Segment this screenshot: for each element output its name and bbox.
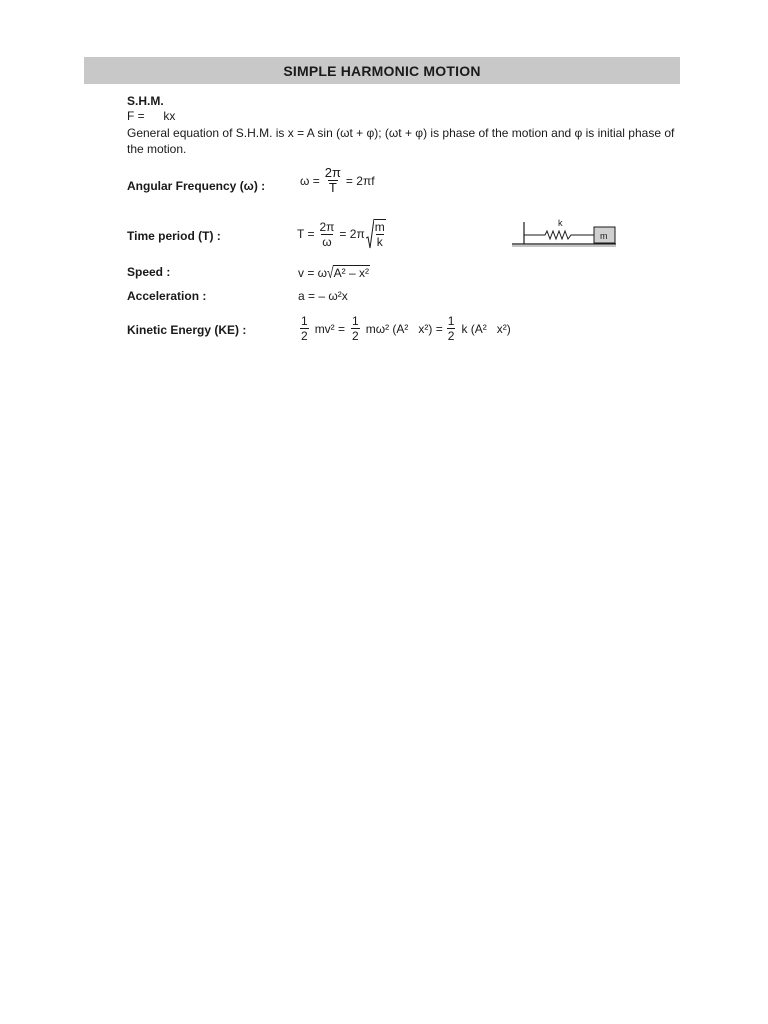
angular-frequency-fraction xyxy=(324,166,342,195)
ke-term-2: mω² (A² x²) = xyxy=(365,321,443,336)
spring-label: k xyxy=(558,218,563,228)
header-bar xyxy=(84,57,680,84)
shm-heading: S.H.M. xyxy=(127,94,164,108)
fraction-numerator: 1 xyxy=(447,314,455,328)
speed-equation xyxy=(298,265,370,280)
force-equation xyxy=(127,109,175,124)
ke-fraction-1 xyxy=(300,314,309,343)
force-lhs: F = xyxy=(127,109,145,123)
ke-fraction-2 xyxy=(351,314,360,343)
ke-term-3: k (A² x²) xyxy=(461,321,511,336)
fraction-denominator: 2 xyxy=(447,329,455,343)
time-period-equation xyxy=(297,218,386,250)
fraction-numerator: 2π xyxy=(324,165,341,180)
fraction-denominator: T xyxy=(328,180,337,195)
speed-radicand: A² – x² xyxy=(333,266,369,280)
ke-term-1: mv² = xyxy=(314,321,346,336)
fraction-denominator: ω xyxy=(322,234,332,249)
angular-frequency-label: Angular Frequency (ω) : xyxy=(127,179,266,193)
mass-label: m xyxy=(600,231,608,241)
spring-icon xyxy=(524,231,594,239)
radical-icon xyxy=(366,218,374,250)
kinetic-energy-equation xyxy=(298,314,511,343)
spring-mass-diagram xyxy=(512,216,618,248)
root-denominator: k xyxy=(376,235,383,249)
fraction-denominator: 2 xyxy=(301,329,308,343)
fraction-numerator: 1 xyxy=(301,314,308,328)
speed-label: Speed : xyxy=(127,265,171,279)
force-rhs: kx xyxy=(163,109,176,123)
speed-lhs: v = ω xyxy=(298,265,328,280)
angular-frequency-rhs: = 2πf xyxy=(345,173,375,188)
time-period-lhs: T = xyxy=(297,227,315,241)
time-period-root-fraction xyxy=(374,219,386,249)
fraction-denominator: 2 xyxy=(352,329,359,343)
time-period-label: Time period (T) : xyxy=(127,229,221,243)
time-period-mid: = 2π xyxy=(339,227,365,241)
fraction-numerator: 1 xyxy=(352,314,359,328)
kinetic-energy-label: Kinetic Energy (KE) : xyxy=(127,323,247,337)
general-equation-text: General equation of S.H.M. is x = A sin (ωt + φ); (ωt + φ) is phase of the motion and φ is initial phase of the motion. xyxy=(127,126,675,156)
ke-fraction-3 xyxy=(447,314,456,343)
acceleration-label: Acceleration : xyxy=(127,289,207,303)
acceleration-equation: a = – ω²x xyxy=(298,289,348,303)
radical-icon: √ xyxy=(327,263,334,282)
fraction-numerator: 2π xyxy=(319,219,335,234)
root-numerator: m xyxy=(374,220,385,234)
time-period-fraction xyxy=(318,220,335,249)
page-title: SIMPLE HARMONIC MOTION xyxy=(283,62,481,79)
angular-frequency-equation xyxy=(300,166,375,195)
angular-frequency-lhs: ω = xyxy=(300,173,320,188)
